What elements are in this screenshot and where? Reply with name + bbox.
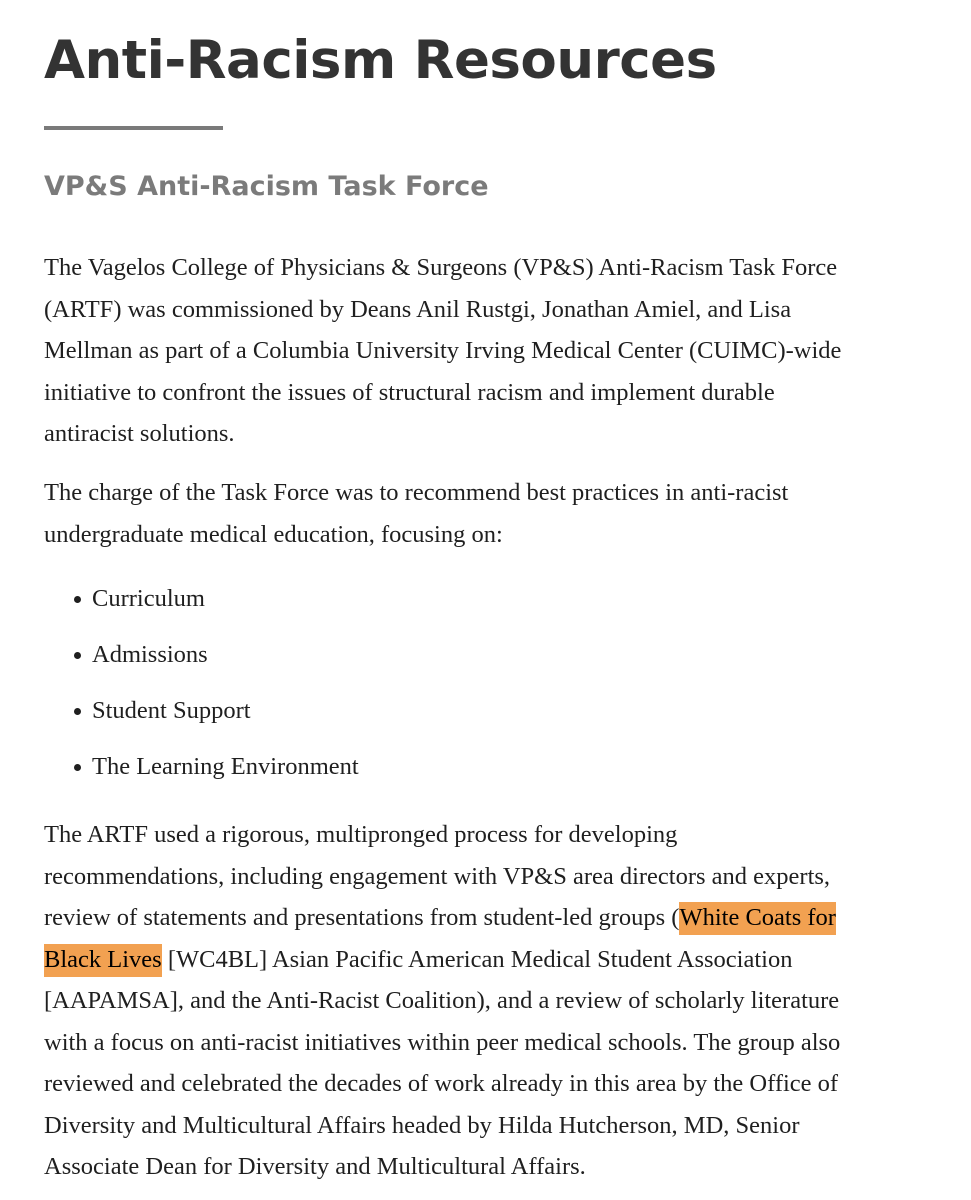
list-item xyxy=(44,634,359,690)
intro-paragraph xyxy=(44,247,841,455)
charge-paragraph xyxy=(44,472,788,555)
process-line-9: Associate Dean for Diversity and Multicultural Affairs. xyxy=(44,1153,586,1180)
process-line-6: with a focus on anti-racist initiatives within peer medical schools. The group also xyxy=(44,1028,841,1056)
bullet-icon xyxy=(74,652,81,659)
list-item xyxy=(44,746,359,802)
list-item-label: The Learning Environment xyxy=(92,753,359,780)
process-line-4 xyxy=(44,939,840,981)
process-line-4-text: [WC4BL] Asian Pacific American Medical Student Association xyxy=(161,945,793,973)
process-line-2: recommendations, including engagement with VP&S area directors and experts, xyxy=(44,862,831,890)
list-item xyxy=(44,578,359,634)
charge-line-2: undergraduate medical education, focusing on: xyxy=(44,520,503,548)
white-coats-link-part-2[interactable]: Black Lives xyxy=(44,944,162,977)
process-line-8: Diversity and Multicultural Affairs headed by Hilda Hutcherson, MD, Senior xyxy=(44,1111,800,1139)
list-item-label: Admissions xyxy=(92,641,208,668)
focus-list xyxy=(44,578,359,802)
process-line-1: The ARTF used a rigorous, multipronged process for developing xyxy=(44,821,678,848)
intro-line-5: antiracist solutions. xyxy=(44,420,235,447)
intro-line-4: initiative to confront the issues of structural racism and implement durable xyxy=(44,378,775,406)
intro-line-1: The Vagelos College of Physicians & Surgeons (VP&S) Anti-Racism Task Force xyxy=(44,254,838,281)
bullet-icon xyxy=(74,596,81,603)
process-line-3 xyxy=(44,897,840,939)
bullet-icon xyxy=(74,708,81,715)
charge-line-1: The charge of the Task Force was to recommend best practices in anti-racist xyxy=(44,479,789,506)
intro-line-3: Mellman as part of a Columbia University Irving Medical Center (CUIMC)-wide xyxy=(44,337,842,364)
list-item xyxy=(44,690,359,746)
bullet-icon xyxy=(74,764,81,771)
white-coats-link-part-1[interactable]: White Coats for xyxy=(679,902,836,935)
process-line-3-text: review of statements and presentations from student-led groups ( xyxy=(44,904,680,931)
list-item-label: Curriculum xyxy=(92,585,205,612)
process-paragraph xyxy=(44,814,840,1188)
title-divider xyxy=(44,126,223,130)
process-line-7: reviewed and celebrated the decades of work already in this area by the Office of xyxy=(44,1070,839,1097)
section-heading: VP&S Anti-Racism Task Force xyxy=(44,171,489,202)
intro-line-2: (ARTF) was commissioned by Deans Anil Rustgi, Jonathan Amiel, and Lisa xyxy=(44,295,792,323)
page-title: Anti-Racism Resources xyxy=(44,30,717,91)
list-item-label: Student Support xyxy=(92,697,251,724)
process-line-5: [AAPAMSA], and the Anti-Racist Coalition), and a review of scholarly literature xyxy=(44,987,840,1014)
